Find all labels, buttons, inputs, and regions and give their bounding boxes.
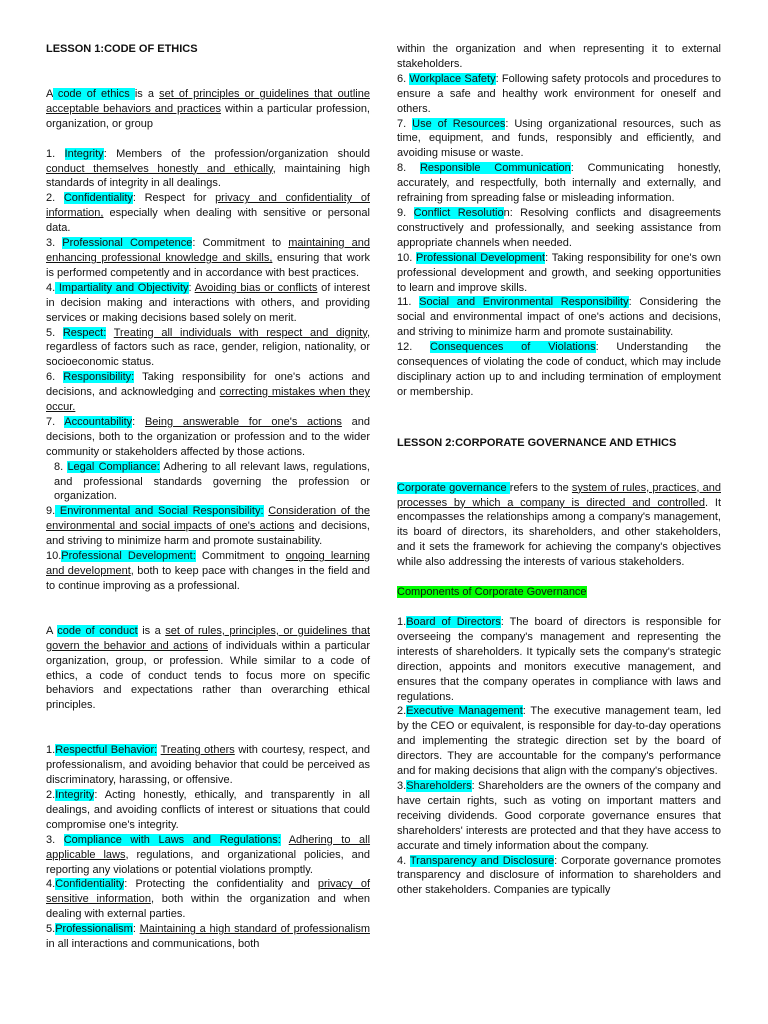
code-of-ethics-definition: A code of ethics is a set of principles or guidelines that outline acceptable behaviors and practices within a particular profession, organization, or group: [46, 87, 370, 130]
list-item: 5. Respect: Treating all individuals with respect and dignity, regardless of factors such as race, gender, religion, nationality, or socioeconomic status.: [46, 326, 371, 369]
list-item: 5.Professionalism: Maintaining a high standard of professionalism in all interactions and communications, both: [46, 923, 370, 951]
components-heading: Components of Corporate Governance: [397, 586, 587, 599]
list-item: 2.Executive Management: The executive management team, led by the CEO or equivalent, is responsible for day-to-day operations and implementing the strategic direction set by the board of directors. They are accountable for the company's performance and for making decisions that align with the company's objectives.: [397, 705, 721, 778]
list-item: 7. Accountability: Being answerable for one's actions and decisions, both to the organization or profession and to the wider community or stakeholders affected by those actions.: [46, 415, 370, 458]
list-item: 9. Environmental and Social Responsibility: Consideration of the environmental and social impacts of one's actions and decisions, and striving to minimize harm and promote sustainability.: [46, 505, 370, 548]
lesson1-heading: LESSON 1:CODE OF ETHICS: [46, 43, 198, 55]
list-item: 10.Professional Development: Commitment to ongoing learning and development, both to keep pace with changes in the field and to continue improving as a professional.: [46, 550, 370, 592]
corporate-governance-definition: Corporate governance refers to the system of rules, practices, and processes by which a company is directed and controlled. It encompasses the relationships among a company's management, its board of directors, its shareholders, and other stakeholders, and it sets the framework for achieving the company's objectives while also addressing the interests of various stakeholders.: [397, 481, 722, 569]
list-item: 9. Conflict Resolution: Resolving conflicts and disagreements constructively and professionally, and seeking assistance from appropriate channels when needed.: [397, 206, 721, 249]
list-item: 12. Consequences of Violations: Understanding the consequences of violating the code of conduct, which may include disciplinary action up to and including termination of employment or membership.: [397, 341, 721, 398]
list-item: 2.Integrity: Acting honestly, ethically, and transparently in all dealings, and avoiding conflicts of interest or situations that could compromise one's integrity.: [46, 788, 370, 831]
code-of-ethics-term: code of ethics: [52, 87, 135, 100]
right-column: [397, 42, 721, 898]
list-item: 11. Social and Environmental Responsibility: Considering the social and environmental impact of one's actions and decisions, and striving to minimize harm and promote sustainability.: [397, 296, 721, 339]
lesson2-heading: LESSON 2:CORPORATE GOVERNANCE AND ETHICS: [397, 436, 677, 449]
code-of-conduct-definition: A code of conduct is a set of rules, principles, or guidelines that govern the behavior and actions of individuals within a particular organization, group, or profession. While similar to a code of ethics, a code of conduct tends to focus more on specific behaviors and expectations rather than overarching ethical principles.: [46, 624, 370, 712]
conduct-rules-list-continued: [397, 72, 721, 400]
ethics-principles-list: [46, 147, 370, 594]
governance-components-list: [397, 615, 721, 898]
list-item: 4.Confidentiality: Protecting the confidentiality and privacy of sensitive information, both within the organization and when dealing with external parties.: [46, 878, 370, 921]
list-item: 6. Workplace Safety: Following safety protocols and procedures to ensure a safe and healthy work environment for oneself and others.: [397, 72, 721, 115]
list-item: 1.Respectful Behavior: Treating others with courtesy, respect, and professionalism, and avoiding behavior that could be perceived as discriminatory, harassing, or offensive.: [46, 744, 371, 787]
continuation-text: within the organization and when representing it to external stakeholders.: [397, 43, 721, 70]
list-item: 2. Confidentiality: Respect for privacy and confidentiality of information, especially when dealing with sensitive or personal data.: [46, 192, 370, 235]
list-item: 8. Responsible Communication: Communicating honestly, accurately, and respectfully, both internally and externally, and refraining from spreading false or misleading information.: [397, 162, 721, 205]
list-item: 3.Shareholders: Shareholders are the owners of the company and have certain rights, such as voting on important matters and receiving dividends. Good corporate governance ensures that shareholders' interests are protected and that they have access to accurate and timely information about the company.: [397, 779, 721, 852]
list-item: 10. Professional Development: Taking responsibility for one's own professional development and growth, and seeking opportunities to learn and improve skills.: [397, 251, 721, 294]
list-item: 1. Integrity: Members of the profession/organization should conduct themselves honestly and ethically, maintaining high standards of integrity in all dealings.: [46, 147, 370, 190]
left-column: [46, 42, 370, 952]
list-item: 6. Responsibility: Taking responsibility for one's actions and decisions, and acknowledging and correcting mistakes when they occur.: [46, 371, 370, 414]
conduct-rules-list: [46, 743, 370, 952]
list-item: 1.Board of Directors: The board of directors is responsible for overseeing the company's management and representing the interests of shareholders. It typically sets the company's strategic direction, appoints and monitors executive management, and ensures that the company operates in compliance with laws and regulations.: [397, 616, 721, 703]
list-item: 4. Impartiality and Objectivity: Avoiding bias or conflicts of interest in decision making and interactions with others, and providing services or making decisions based solely on merit.: [46, 281, 370, 324]
list-item: 3. Compliance with Laws and Regulations: Adhering to all applicable laws, regulations, and organizational policies, and reporting any violations or potential violations promptly.: [46, 833, 371, 876]
list-item: 3. Professional Competence: Commitment to maintaining and enhancing professional knowledge and skills, ensuring that work is performed competently and in accordance with best practices.: [46, 237, 371, 279]
list-item: 4. Transparency and Disclosure: Corporate governance promotes transparency and disclosure of information to shareholders and other stakeholders. Companies are typically: [397, 854, 722, 897]
corporate-governance-term: Corporate governance: [397, 481, 510, 494]
list-item: 8. Legal Compliance: Adhering to all relevant laws, regulations, and professional standards governing the profession or organization.: [54, 460, 370, 503]
list-item: 7. Use of Resources: Using organizational resources, such as time, equipment, and funds, responsibly and efficiently, and avoiding misuse or waste.: [397, 117, 721, 160]
code-of-conduct-term: code of conduct: [57, 624, 138, 637]
